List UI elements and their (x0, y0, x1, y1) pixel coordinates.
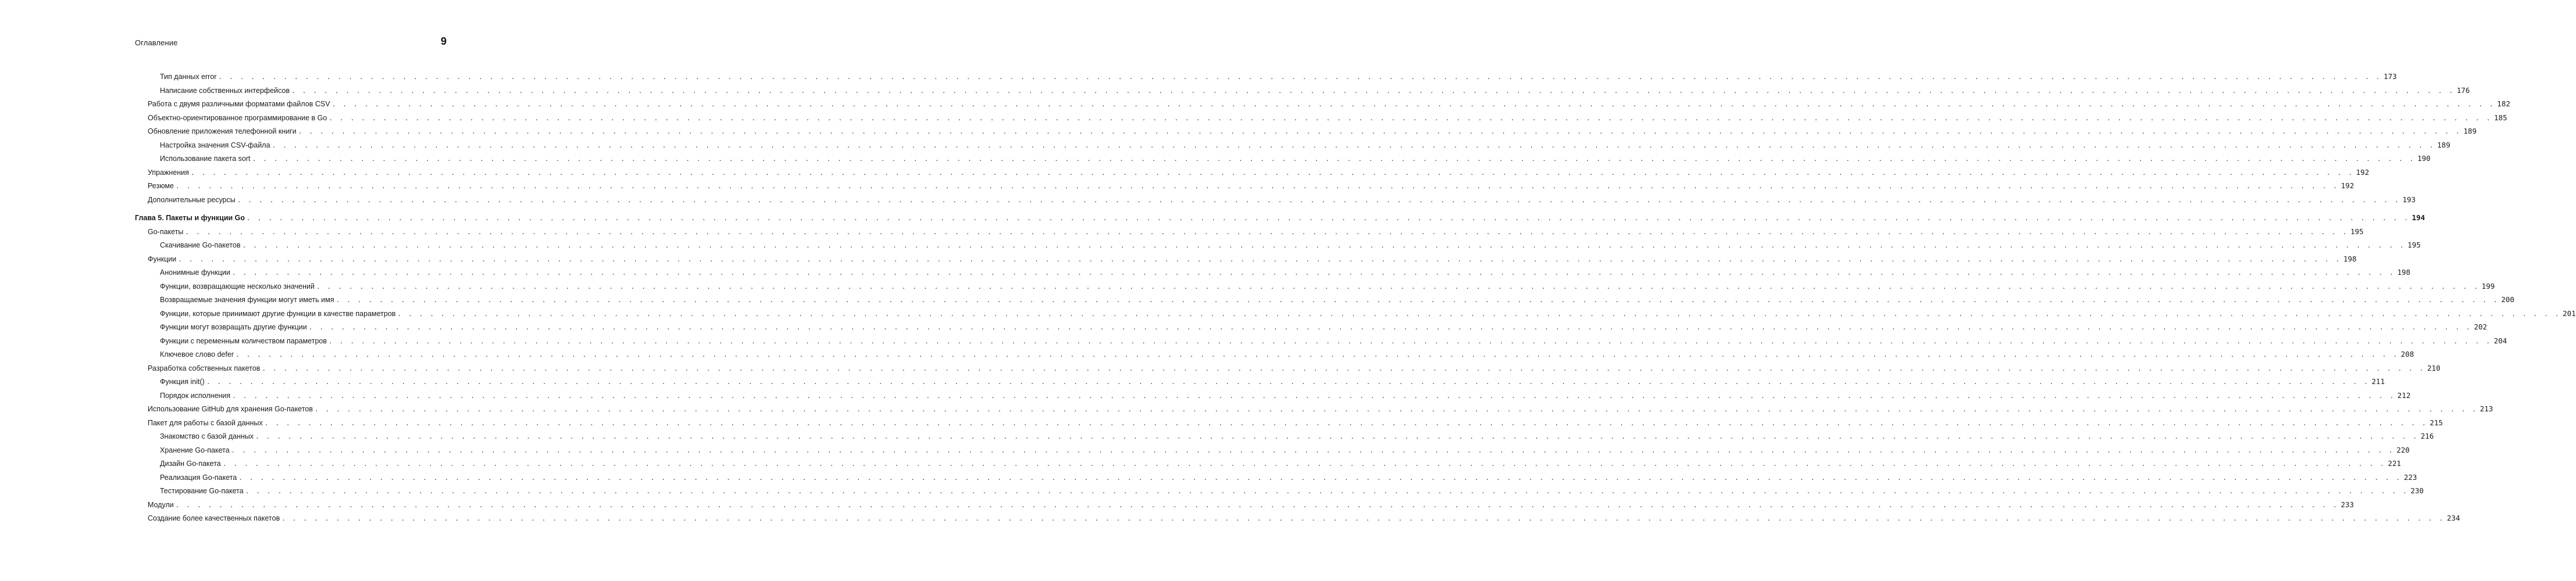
toc-entry (135, 193, 2416, 207)
dot-leader: . . . . . . . . . . . . . . . . . . . . . . . . . . . . . . . . . . . . . . . . . . . . . . . . . . . . . . . . . . . . . . . . . . . . . . . . . . . . . . . . . . . . . . . . . . . . . . . . . . . . . . . . . . . . . . . . . . . . . . . . . . . . . . . . . . . . . . . . . . . . . . . . . . . . . . . . . . . . . . . . . . . . . . . . . . . . . . . . . . . . . . . . . . . . . . . . . . . . . . . . (218, 73, 2382, 81)
toc-entry (135, 166, 2370, 180)
toc-entry (135, 70, 2397, 84)
toc-entry (135, 320, 2488, 334)
toc-entry-page: 215 (2429, 418, 2443, 427)
toc-entry-title: Анонимные функции (160, 268, 230, 277)
dot-leader: . . . . . . . . . . . . . . . . . . . . . . . . . . . . . . . . . . . . . . . . . . . . . . . . . . . . . . . . . . . . . . . . . . . . . . . . . . . . . . . . . . . . . . . . . . . . . . . . . . . . . . . . . . . . . . . . . . . . . . . . . . . . . . . . . . . . . . . . . . . . . . . . . . . . . . . . . . . . . . . . . . . . . . . . . . . . . . . . . . . . . . . . . . . . . . . . . . . . . . . . (291, 87, 2454, 95)
toc-entry (135, 457, 2402, 471)
toc-entry-page: 182 (2497, 99, 2510, 108)
toc-entry (135, 429, 2434, 443)
dot-leader: . . . . . . . . . . . . . . . . . . . . . . . . . . . . . . . . . . . . . . . . . . . . . . . . . . . . . . . . . . . . . . . . . . . . . . . . . . . . . . . . . . . . . . . . . . . . . . . . . . . . . . . . . . . . . . . . . . . . . . . . . . . . . . . . . . . . . . . . . . . . . . . . . . . . . . . . . . . . . . . . . . . . . . . . . . . . . . . . . . . . . . . . . . . . . . . . . . . . . . . . (175, 501, 2339, 509)
toc-entry-page: 201 (2563, 309, 2576, 318)
toc-entry (135, 511, 2460, 525)
toc-entry-page: 190 (2417, 154, 2431, 163)
dot-leader: . . . . . . . . . . . . . . . . . . . . . . . . . . . . . . . . . . . . . . . . . . . . . . . . . . . . . . . . . . . . . . . . . . . . . . . . . . . . . . . . . . . . . . . . . . . . . . . . . . . . . . . . . . . . . . . . . . . . . . . . . . . . . . . . . . . . . . . . . . . . . . . . . . . . . . . . . . . . . . . . . . . . . . . . . . . . . . . . . . . . . . . . . . . . . . . . . . . . . . . . (316, 282, 2479, 290)
toc-entry-page: 213 (2479, 404, 2493, 413)
dot-leader: . . . . . . . . . . . . . . . . . . . . . . . . . . . . . . . . . . . . . . . . . . . . . . . . . . . . . . . . . . . . . . . . . . . . . . . . . . . . . . . . . . . . . . . . . . . . . . . . . . . . . . . . . . . . . . . . . . . . . . . . . . . . . . . . . . . . . . . . . . . . . . . . . . . . . . . . . . . . . . . . . . . . . . . . . . . . . . . . . . . . . . . . . . . . . . . . . . . . . . . . (329, 114, 2492, 122)
toc-entry (135, 443, 2410, 457)
toc-entry-page: 233 (2340, 500, 2354, 509)
toc-entry-title: Написание собственных интерфейсов (160, 86, 290, 95)
toc-entry-title: Ключевое слово defer (160, 350, 234, 358)
toc-entry-title: Объектно-ориентированное программирование в Go (148, 113, 327, 122)
toc-entry-title: Функции могут возвращать другие функции (160, 323, 307, 331)
dot-leader: . . . . . . . . . . . . . . . . . . . . . . . . . . . . . . . . . . . . . . . . . . . . . . . . . . . . . . . . . . . . . . . . . . . . . . . . . . . . . . . . . . . . . . . . . . . . . . . . . . . . . . . . . . . . . . . . . . . . . . . . . . . . . . . . . . . . . . . . . . . . . . . . . . . . . . . . . . . . . . . . . . . . . . . . . . . . . . . . . . . . . . . . . . . . . . . . . . . . . . . . (231, 446, 2395, 454)
dot-leader: . . . . . . . . . . . . . . . . . . . . . . . . . . . . . . . . . . . . . . . . . . . . . . . . . . . . . . . . . . . . . . . . . . . . . . . . . . . . . . . . . . . . . . . . . . . . . . . . . . . . . . . . . . . . . . . . . . . . . . . . . . . . . . . . . . . . . . . . . . . . . . . . . . . . . . . . . . . . . . . . . . . . . . . . . . . . . . . . . . . . . . . . . . . . . . . . . . . . . . . . (232, 392, 2395, 400)
dot-leader: . . . . . . . . . . . . . . . . . . . . . . . . . . . . . . . . . . . . . . . . . . . . . . . . . . . . . . . . . . . . . . . . . . . . . . . . . . . . . . . . . . . . . . . . . . . . . . . . . . . . . . . . . . . . . . . . . . . . . . . . . . . . . . . . . . . . . . . . . . . . . . . . . . . . . . . . . . . . . . . . . . . . . . . . . . . . . . . . . . . . . . . . . . . . . . . . . . . . . . . . (255, 433, 2418, 440)
toc-entry-title: Дизайн Go-пакета (160, 460, 221, 468)
dot-leader: . . . . . . . . . . . . . . . . . . . . . . . . . . . . . . . . . . . . . . . . . . . . . . . . . . . . . . . . . . . . . . . . . . . . . . . . . . . . . . . . . . . . . . . . . . . . . . . . . . . . . . . . . . . . . . . . . . . . . . . . . . . . . . . . . . . . . . . . . . . . . . . . . . . . . . . . . . . . . . . . . . . . . . . . . . . . . . . . . . . . . . . . . . . . . . . . . . . . . . . . (236, 351, 2399, 358)
page-number: 9 (440, 35, 447, 47)
toc-entry-page: 198 (2343, 254, 2357, 263)
toc-entry (135, 361, 2441, 375)
dot-leader: . . . . . . . . . . . . . . . . . . . . . . . . . . . . . . . . . . . . . . . . . . . . . . . . . . . . . . . . . . . . . . . . . . . . . . . . . . . . . . . . . . . . . . . . . . . . . . . . . . . . . . . . . . . . . . . . . . . . . . . . . . . . . . . . . . . . . . . . . . . . . . . . . . . . . . . . . . . . . . . . . . . . . . . . . . . . . . . . . . . . . . . . . . . . . . . . . . . . . . . . (175, 182, 2339, 190)
toc-entry-page: 199 (2481, 281, 2495, 290)
toc-entry (135, 402, 2493, 416)
toc-entry-title: Хранение Go-пакета (160, 446, 230, 454)
dot-leader: . . . . . . . . . . . . . . . . . . . . . . . . . . . . . . . . . . . . . . . . . . . . . . . . . . . . . . . . . . . . . . . . . . . . . . . . . . . . . . . . . . . . . . . . . . . . . . . . . . . . . . . . . . . . . . . . . . . . . . . . . . . . . . . . . . . . . . . . . . . . . . . . . . . . . . . . . . . . . . . . . . . . . . . . . . . . . . . . . . . . . . . . . . . . . . . . . . . . . . . . (281, 515, 2445, 522)
dot-leader: . . . . . . . . . . . . . . . . . . . . . . . . . . . . . . . . . . . . . . . . . . . . . . . . . . . . . . . . . . . . . . . . . . . . . . . . . . . . . . . . . . . . . . . . . . . . . . . . . . . . . . . . . . . . . . . . . . . . . . . . . . . . . . . . . . . . . . . . . . . . . . . . . . . . . . . . . . . . . . . . . . . . . . . . . . . . . . . . . . . . . . . . . . . . . . . . . . . . . . . . (298, 128, 2461, 135)
dot-leader: . . . . . . . . . . . . . . . . . . . . . . . . . . . . . . . . . . . . . . . . . . . . . . . . . . . . . . . . . . . . . . . . . . . . . . . . . . . . . . . . . . . . . . . . . . . . . . . . . . . . . . . . . . . . . . . . . . . . . . . . . . . . . . . . . . . . . . . . . . . . . . . . . . . . . . . . . . . . . . . . . . . . . . . . . . . . . . . . . . . . . . . . . . . . . . . . . . . . . . . . (222, 460, 2386, 468)
dot-leader: . . . . . . . . . . . . . . . . . . . . . . . . . . . . . . . . . . . . . . . . . . . . . . . . . . . . . . . . . . . . . . . . . . . . . . . . . . . . . . . . . . . . . . . . . . . . . . . . . . . . . . . . . . . . . . . . . . . . . . . . . . . . . . . . . . . . . . . . . . . . . . . . . . . . . . . . . . . . . . . . . . . . . . . . . . . . . . . . . . . . . . . . . . . . . . . . . . . . . . . . (247, 214, 2410, 222)
dot-leader: . . . . . . . . . . . . . . . . . . . . . . . . . . . . . . . . . . . . . . . . . . . . . . . . . . . . . . . . . . . . . . . . . . . . . . . . . . . . . . . . . . . . . . . . . . . . . . . . . . . . . . . . . . . . . . . . . . . . . . . . . . . . . . . . . . . . . . . . . . . . . . . . . . . . . . . . . . . . . . . . . . . . . . . . . . . . . . . . . . . . . . . . . . . . . . . . . . . . . . . . (245, 487, 2409, 495)
dot-leader: . . . . . . . . . . . . . . . . . . . . . . . . . . . . . . . . . . . . . . . . . . . . . . . . . . . . . . . . . . . . . . . . . . . . . . . . . . . . . . . . . . . . . . . . . . . . . . . . . . . . . . . . . . . . . . . . . . . . . . . . . . . . . . . . . . . . . . . . . . . . . . . . . . . . . . . . . . . . . . . . . . . . . . . . . . . . . . . . . . . . . . . . . . . . . . . . . . . . . . . . (272, 141, 2435, 149)
toc-entry-page: 198 (2397, 268, 2411, 277)
dot-leader: . . . . . . . . . . . . . . . . . . . . . . . . . . . . . . . . . . . . . . . . . . . . . . . . . . . . . . . . . . . . . . . . . . . . . . . . . . . . . . . . . . . . . . . . . . . . . . . . . . . . . . . . . . . . . . . . . . . . . . . . . . . . . . . . . . . . . . . . . . . . . . . . . . . . . . . . . . . . . . . . . . . . . . . . . . . . . . . . . . . . . . . . . . . . . . . . . . . . . . . . (242, 242, 2406, 249)
dot-leader: . . . . . . . . . . . . . . . . . . . . . . . . . . . . . . . . . . . . . . . . . . . . . . . . . . . . . . . . . . . . . . . . . . . . . . . . . . . . . . . . . . . . . . . . . . . . . . . . . . . . . . . . . . . . . . . . . . . . . . . . . . . . . . . . . . . . . . . . . . . . . . . . . . . . . . . . . . . . . . . . . . . . . . . . . . . . . . . . . . . . . . . . . . . . . . . . . . . . . . . . (185, 228, 2349, 236)
toc-entry-page: 173 (2384, 72, 2397, 81)
toc-entry-page: 220 (2396, 445, 2410, 454)
toc-entry-title: Настройка значения CSV-файла (160, 141, 270, 149)
toc-entry-title: Пакет для работы с базой данных (148, 418, 263, 427)
toc-entry-page: 208 (2400, 350, 2414, 358)
toc-entry (135, 334, 2507, 348)
toc-entry (135, 179, 2354, 193)
toc-entry-page: 192 (2356, 167, 2370, 177)
toc-entry-page: 193 (2402, 195, 2416, 204)
toc-entry-page: 204 (2493, 336, 2507, 345)
toc-entry-title: Функции (148, 254, 177, 263)
toc-entry-title: Упражнения (148, 168, 189, 177)
dot-leader: . . . . . . . . . . . . . . . . . . . . . . . . . . . . . . . . . . . . . . . . . . . . . . . . . . . . . . . . . . . . . . . . . . . . . . . . . . . . . . . . . . . . . . . . . . . . . . . . . . . . . . . . . . . . . . . . . . . . . . . . . . . . . . . . . . . . . . . . . . . . . . . . . . . . . . . . . . . . . . . . . . . . . . . . . . . . . . . . . . . . . . . . . . . . . . . . . . . . . . . . (336, 296, 2499, 304)
toc-entry-title: Дополнительные ресурсы (148, 195, 236, 204)
toc-entry (135, 138, 2450, 152)
toc-entry-page: 195 (2350, 227, 2364, 236)
toc-entry (135, 416, 2443, 430)
dot-leader: . . . . . . . . . . . . . . . . . . . . . . . . . . . . . . . . . . . . . . . . . . . . . . . . . . . . . . . . . . . . . . . . . . . . . . . . . . . . . . . . . . . . . . . . . . . . . . . . . . . . . . . . . . . . . . . . . . . . . . . . . . . . . . . . . . . . . . . . . . . . . . . . . . . . . . . . . . . . . . . . . . . . . . . . . . . . . . . . . . . . . . . . . . . . . . . . . . . . . . . . (308, 324, 2472, 331)
toc-entry-title: Создание более качественных пакетов (148, 514, 280, 522)
toc-entry (135, 84, 2470, 98)
toc-entry (135, 225, 2364, 239)
toc-entry-title: Резюме (148, 182, 174, 190)
toc-entry (135, 375, 2385, 389)
toc-entry-title: Go-пакеты (148, 227, 184, 236)
toc-entry-page: 230 (2410, 486, 2424, 495)
toc-entry-page: 189 (2463, 127, 2477, 135)
dot-leader: . . . . . . . . . . . . . . . . . . . . . . . . . . . . . . . . . . . . . . . . . . . . . . . . . . . . . . . . . . . . . . . . . . . . . . . . . . . . . . . . . . . . . . . . . . . . . . . . . . . . . . . . . . . . . . . . . . . . . . . . . . . . . . . . . . . . . . . . . . . . . . . . . . . . . . . . . . . . . . . . . . . . . . . . . . . . . . . . . . . . . . . . . . . . . . . . . . . . . . . . (315, 406, 2478, 413)
toc-entry-title: Глава 5. Пакеты и функции Go (135, 214, 245, 222)
dot-leader: . . . . . . . . . . . . . . . . . . . . . . . . . . . . . . . . . . . . . . . . . . . . . . . . . . . . . . . . . . . . . . . . . . . . . . . . . . . . . . . . . . . . . . . . . . . . . . . . . . . . . . . . . . . . . . . . . . . . . . . . . . . . . . . . . . . . . . . . . . . . . . . . . . . . . . . . . . . . . . . . . . . . . . . . . . . . . . . . . . . . . . . . . . . . . . . . . . . . . . . . (329, 337, 2492, 345)
toc-entry-page: 202 (2474, 322, 2488, 331)
toc-entry-title: Функции, которые принимают другие функции в качестве параметров (160, 309, 396, 318)
toc-entry-page: 195 (2407, 241, 2421, 249)
dot-leader: . . . . . . . . . . . . . . . . . . . . . . . . . . . . . . . . . . . . . . . . . . . . . . . . . . . . . . . . . . . . . . . . . . . . . . . . . . . . . . . . . . . . . . . . . . . . . . . . . . . . . . . . . . . . . . . . . . . . . . . . . . . . . . . . . . . . . . . . . . . . . . . . . . . . . . . . . . . . . . . . . . . . . . . . . . . . . . . . . . . . . . . . . . . . . . . . . . . . . . . . (264, 419, 2428, 427)
toc-entry-title: Возвращаемые значения функции могут иметь имя (160, 296, 334, 304)
toc-entry-title: Функция init() (160, 378, 205, 386)
toc-entry-title: Тестирование Go-пакета (160, 487, 244, 495)
toc-entry-title: Работа с двумя различными форматами файлов CSV (148, 100, 330, 108)
toc-entry-page: 210 (2427, 363, 2441, 372)
toc-entry-title: Использование пакета sort (160, 155, 251, 163)
toc-entry (135, 266, 2411, 279)
dot-leader: . . . . . . . . . . . . . . . . . . . . . . . . . . . . . . . . . . . . . . . . . . . . . . . . . . . . . . . . . . . . . . . . . . . . . . . . . . . . . . . . . . . . . . . . . . . . . . . . . . . . . . . . . . . . . . . . . . . . . . . . . . . . . . . . . . . . . . . . . . . . . . . . . . . . . . . . . . . . . . . . . . . . . . . . . . . . . . . . . . . . . . . . . . . . . . . . . . . . . . . . (252, 155, 2416, 163)
toc-entry-page: 189 (2437, 140, 2450, 149)
toc-entry-page: 221 (2388, 459, 2402, 468)
toc-entry-title: Знакомство с базой данных (160, 432, 254, 440)
toc-chapter-entry (135, 211, 2425, 225)
toc-entry-page: 212 (2397, 390, 2411, 400)
toc-entry (135, 124, 2477, 138)
toc-entry-title: Порядок исполнения (160, 391, 231, 400)
dot-leader: . . . . . . . . . . . . . . . . . . . . . . . . . . . . . . . . . . . . . . . . . . . . . . . . . . . . . . . . . . . . . . . . . . . . . . . . . . . . . . . . . . . . . . . . . . . . . . . . . . . . . . . . . . . . . . . . . . . . . . . . . . . . . . . . . . . . . . . . . . . . . . . . . . . . . . . . . . . . . . . . . . . . . . . . . . . . . . . . . . . . . . . . . . . . . . . . . . . . . . . . (178, 255, 2341, 263)
toc-entry (135, 238, 2421, 252)
toc-entry-page: 234 (2446, 514, 2460, 522)
toc-entry (135, 111, 2507, 125)
dot-leader: . . . . . . . . . . . . . . . . . . . . . . . . . . . . . . . . . . . . . . . . . . . . . . . . . . . . . . . . . . . . . . . . . . . . . . . . . . . . . . . . . . . . . . . . . . . . . . . . . . . . . . . . . . . . . . . . . . . . . . . . . . . . . . . . . . . . . . . . . . . . . . . . . . . . . . . . . . . . . . . . . . . . . . . . . . . . . . . . . . . . . . . . . . . . . . . . . . . . . . . . (237, 196, 2400, 204)
dot-leader: . . . . . . . . . . . . . . . . . . . . . . . . . . . . . . . . . . . . . . . . . . . . . . . . . . . . . . . . . . . . . . . . . . . . . . . . . . . . . . . . . . . . . . . . . . . . . . . . . . . . . . . . . . . . . . . . . . . . . . . . . . . . . . . . . . . . . . . . . . . . . . . . . . . . . . . . . . . . . . . . . . . . . . . . . . . . . . . . . . . . . . . . . . . . . . . . . . . . . . . . (231, 269, 2395, 277)
toc-entry (135, 97, 2510, 111)
toc-entry-title: Скачивание Go-пакетов (160, 241, 241, 249)
toc-entry-page: 192 (2340, 181, 2354, 190)
dot-leader: . . . . . . . . . . . . . . . . . . . . . . . . . . . . . . . . . . . . . . . . . . . . . . . . . . . . . . . . . . . . . . . . . . . . . . . . . . . . . . . . . . . . . . . . . . . . . . . . . . . . . . . . . . . . . . . . . . . . . . . . . . . . . . . . . . . . . . . . . . . . . . . . . . . . . . . . . . . . . . . . . . . . . . . . . . . . . . . . . . . . . . . . . . . . . . . . . . . . . . . . (331, 101, 2495, 108)
dot-leader: . . . . . . . . . . . . . . . . . . . . . . . . . . . . . . . . . . . . . . . . . . . . . . . . . . . . . . . . . . . . . . . . . . . . . . . . . . . . . . . . . . . . . . . . . . . . . . . . . . . . . . . . . . . . . . . . . . . . . . . . . . . . . . . . . . . . . . . . . . . . . . . . . . . . . . . . . . . . . . . . . . . . . . . . . . . . . . . . . . . . . . . . . . . . . . . . . . . . . . . . (262, 364, 2425, 372)
toc-entry-title: Обновление приложения телефонной книги (148, 127, 297, 135)
toc-entry-page: 194 (2411, 213, 2425, 222)
dot-leader: . . . . . . . . . . . . . . . . . . . . . . . . . . . . . . . . . . . . . . . . . . . . . . . . . . . . . . . . . . . . . . . . . . . . . . . . . . . . . . . . . . . . . . . . . . . . . . . . . . . . . . . . . . . . . . . . . . . . . . . . . . . . . . . . . . . . . . . . . . . . . . . . . . . . . . . . . . . . . . . . . . . . . . . . . . . . . . . . . . . . . . . . . . . . . . . . . . . . . . . . (238, 474, 2402, 482)
toc-entry (135, 347, 2414, 361)
toc-entry-title: Реализация Go-пакета (160, 473, 237, 482)
toc-entry (135, 389, 2411, 403)
toc-entry (135, 293, 2514, 307)
toc-entry-title: Функции с переменным количеством параметров (160, 336, 327, 345)
toc-entry-title: Разработка собственных пакетов (148, 364, 261, 372)
toc-entry (135, 471, 2417, 485)
toc-entry-page: 216 (2420, 432, 2434, 440)
toc-entry-page: 176 (2456, 85, 2470, 95)
toc-entry (135, 252, 2357, 266)
toc-entry (135, 152, 2431, 166)
toc-entry (135, 279, 2495, 293)
dot-leader: . . . . . . . . . . . . . . . . . . . . . . . . . . . . . . . . . . . . . . . . . . . . . . . . . . . . . . . . . . . . . . . . . . . . . . . . . . . . . . . . . . . . . . . . . . . . . . . . . . . . . . . . . . . . . . . . . . . . . . . . . . . . . . . . . . . . . . . . . . . . . . . . . . . . . . . . . . . . . . . . . . . . . . . . . . . . . . . . . . . . . . . . . . . . . . . . . . . . . . . . (206, 378, 2370, 386)
toc-entry-page: 200 (2501, 295, 2514, 304)
dot-leader: . . . . . . . . . . . . . . . . . . . . . . . . . . . . . . . . . . . . . . . . . . . . . . . . . . . . . . . . . . . . . . . . . . . . . . . . . . . . . . . . . . . . . . . . . . . . . . . . . . . . . . . . . . . . . . . . . . . . . . . . . . . . . . . . . . . . . . . . . . . . . . . . . . . . . . . . . . . . . . . . . . . . . . . . . . . . . . . . . . . . . . . . . . . . . . . . . . . . . . . . (397, 310, 2561, 318)
toc-entry (135, 307, 2576, 321)
table-of-contents (135, 70, 2576, 525)
toc-entry-page: 185 (2494, 113, 2507, 122)
toc-entry-page: 211 (2371, 377, 2385, 386)
toc-entry-title: Тип данных error (160, 73, 217, 81)
toc-entry (135, 484, 2424, 498)
toc-entry-title: Использование GitHub для хранения Go-пакетов (148, 405, 313, 413)
running-head: Оглавление (135, 38, 178, 47)
toc-entry-title: Модули (148, 500, 174, 509)
toc-entry-page: 223 (2403, 472, 2417, 482)
dot-leader: . . . . . . . . . . . . . . . . . . . . . . . . . . . . . . . . . . . . . . . . . . . . . . . . . . . . . . . . . . . . . . . . . . . . . . . . . . . . . . . . . . . . . . . . . . . . . . . . . . . . . . . . . . . . . . . . . . . . . . . . . . . . . . . . . . . . . . . . . . . . . . . . . . . . . . . . . . . . . . . . . . . . . . . . . . . . . . . . . . . . . . . . . . . . . . . . . . . . . . . . (190, 168, 2354, 177)
toc-entry (135, 498, 2354, 512)
toc-entry-title: Функции, возвращающие несколько значений (160, 282, 315, 290)
